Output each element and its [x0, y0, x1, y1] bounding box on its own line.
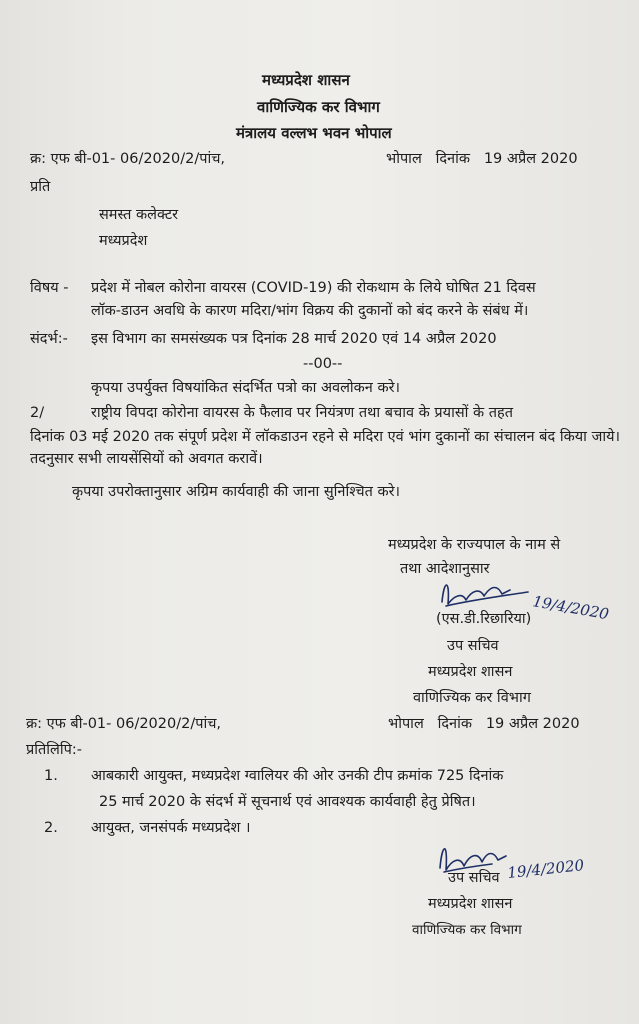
reference-label: संदर्भ:- — [30, 331, 68, 347]
copy-label: प्रतिलिपि:- — [26, 742, 82, 758]
signatory-dept2: वाणिज्यिक कर विभाग — [413, 690, 531, 706]
reference-text: इस विभाग का समसंख्यक पत्र दिनांक 28 मार्च 2020 एवं 14 अप्रैल 2020 — [91, 331, 497, 347]
paragraph-number: 2/ — [30, 405, 45, 421]
copy-item2-number: 2. — [44, 820, 58, 836]
letter-date: भोपाल दिनांक 19 अप्रैल 2020 — [386, 151, 578, 167]
header-address: मंत्रालय वल्लभ भवन भोपाल — [236, 124, 392, 142]
addressee-prefix: प्रति — [30, 179, 51, 195]
signatory-authority-line1: मध्यप्रदेश के राज्यपाल के नाम से — [388, 537, 561, 553]
signature-1-date: 19/4/2020 — [531, 592, 611, 624]
paragraph-continuation: दिनांक 03 मई 2020 तक संपूर्ण प्रदेश में लॉकडाउन रहने से मदिरा एवं भांग दुकानों का संचालन बंद किया जाये। तदनुसार सभी लायसेंसियों को अवगत करावें। — [30, 429, 620, 467]
header-government: मध्यप्रदेश शासन — [262, 71, 350, 89]
copy-reference-number: क्र: एफ बी-01- 06/2020/2/पांच, — [26, 716, 222, 732]
copy-item1-number: 1. — [44, 768, 58, 784]
subject-label: विषय - — [30, 280, 69, 296]
subject-line1: प्रदेश में नोबल कोरोना वायरस (COVID-19) की रोकथाम के लिये घोषित 21 दिवस — [91, 280, 536, 296]
copy-signatory-dept2: वाणिज्यिक कर विभाग — [412, 922, 522, 938]
copy-signatory-dept1: मध्यप्रदेश शासन — [428, 896, 513, 912]
copy-signatory-designation: उप सचिव — [448, 870, 500, 886]
copy-item1-line1: आबकारी आयुक्त, मध्यप्रदेश ग्वालियर की ओर उनकी टीप क्रमांक 725 दिनांक — [91, 768, 504, 784]
signatory-dept1: मध्यप्रदेश शासन — [428, 664, 513, 680]
header-department: वाणिज्यिक कर विभाग — [257, 98, 380, 116]
separator: --00-- — [303, 356, 343, 372]
copy-item2-text: आयुक्त, जनसंपर्क मध्यप्रदेश । — [91, 820, 251, 836]
paragraph-first-line: राष्ट्रीय विपदा कोरोना वायरस के फैलाव पर नियंत्रण तथा बचाव के प्रयासों के तहत — [91, 405, 513, 421]
signatory-authority-line2: तथा आदेशानुसार — [400, 561, 490, 577]
copy-item1-line2: 25 मार्च 2020 के संदर्भ में सूचनार्थ एवं आवश्यक कार्यवाही हेतु प्रेषित। — [99, 794, 476, 810]
closing-line: कृपया उपरोक्तानुसार अग्रिम कार्यवाही की जाना सुनिश्चित करे। — [72, 484, 401, 500]
signatory-designation: उप सचिव — [447, 638, 499, 654]
subject-line2: लॉक-डाउन अवधि के कारण मदिरा/भांग विक्रय की दुकानों को बंद करने के संबंध में। — [91, 303, 529, 319]
addressee-line1: समस्त कलेक्टर — [99, 207, 179, 223]
copy-date: भोपाल दिनांक 19 अप्रैल 2020 — [388, 716, 580, 732]
reference-number: क्र: एफ बी-01- 06/2020/2/पांच, — [30, 151, 226, 167]
signatory-name: (एस.डी.रिछारिया) — [436, 611, 532, 627]
signature-2-date: 19/4/2020 — [506, 856, 585, 882]
body-intro: कृपया उपर्युक्त विषयांकित संदर्भित पत्रो का अवलोकन करे। — [91, 380, 401, 396]
addressee-line2: मध्यप्रदेश — [99, 233, 148, 249]
